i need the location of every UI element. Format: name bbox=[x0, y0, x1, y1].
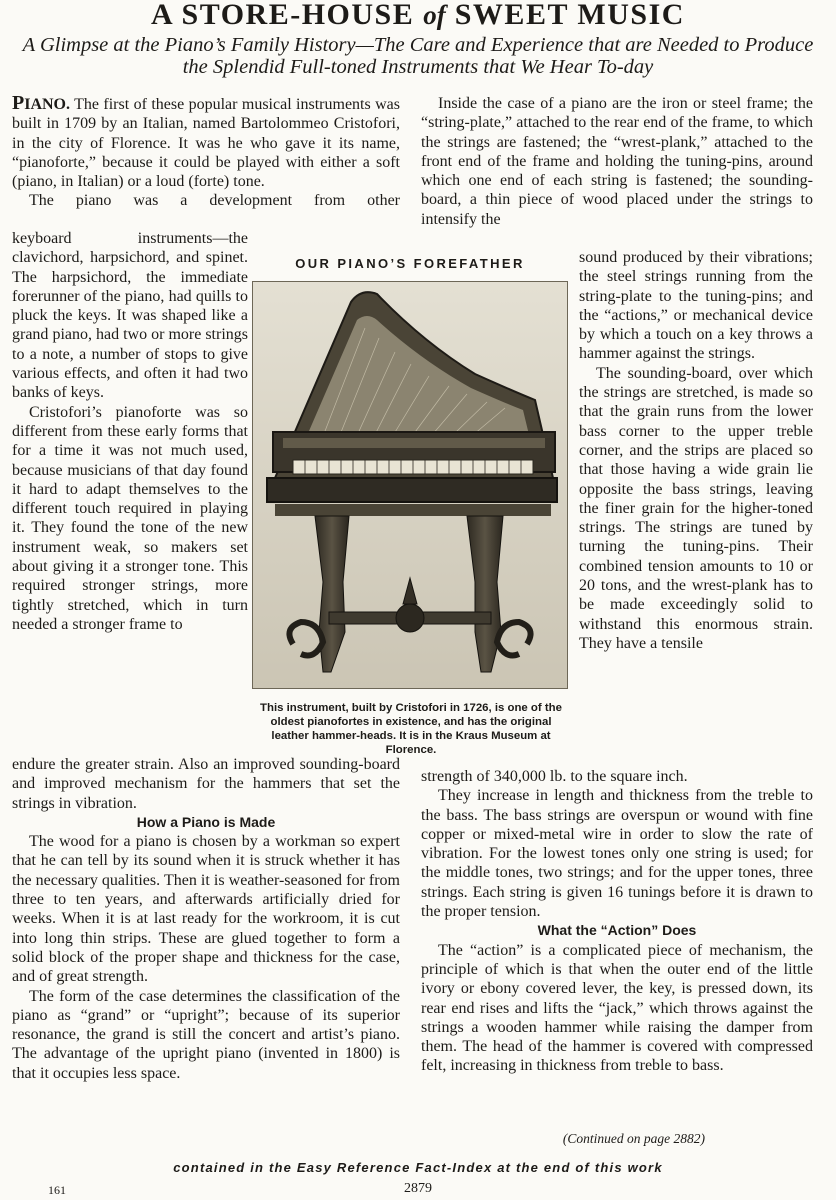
piano-photo bbox=[252, 281, 568, 689]
paragraph-development-start: The piano was a development from other bbox=[29, 192, 400, 210]
title-part-2: SWEET MUSIC bbox=[454, 0, 685, 31]
heading-action: What the “Action” Does bbox=[537, 922, 697, 939]
figure-heading: OUR PIANO’S FOREFATHER bbox=[295, 256, 525, 271]
paragraph-tensile: strength of 340,000 lb. to the square inch. bbox=[421, 768, 688, 785]
paragraph-intro bbox=[12, 94, 400, 191]
paragraph-intro-text: The first of these popular musical instruments was built in 1709 by an Italian, named Bartolommeo Cristofori, in the city of Florence. It was he who gave it its name, “pianoforte,” because it could be played with either a soft (piano, in Italian) or a loud (forte) tone. bbox=[12, 96, 400, 191]
harpsichord-piano-illustration bbox=[253, 282, 567, 688]
right-column-top bbox=[421, 94, 813, 229]
paragraph-development: keyboard instruments—the clavichord, harpsichord, and spinet. The harpsichord, the immediate forerunner of the piano, had quills to pluck the keys. It was shaped like a grand piano, had two or more strings to a note, a number of stops to give various effects, and often it had two banks of keys. bbox=[12, 230, 248, 402]
lead-word: IANO. bbox=[24, 96, 70, 113]
right-column-beside-figure bbox=[579, 248, 813, 653]
page-id: 161 bbox=[48, 1183, 66, 1197]
paragraph-case-form: The form of the case determines the classification of the piano as “grand” or “upright”; because of its superior resonance, the grand is still the concert and artist’s piano. The advantage of the upright piano (invented in 1800) is that it occupies less space. bbox=[12, 987, 400, 1082]
title-part-1: A STORE-HOUSE bbox=[151, 0, 415, 31]
drop-cap: P bbox=[12, 92, 25, 114]
paragraph-inside-case: Inside the case of a piano are the iron or steel frame; the “string-plate,” attached to the rear end of the frame, to which the strings are fastened; the “wrest-plank,” attached to the front end of the frame and holding the tuning-pins, around which one end of each string is fastened; the sounding-board, a thin piece of wood placed under the strings to intensify the bbox=[421, 95, 813, 228]
paragraph-action: The “action” is a complicated piece of mechanism, the principle of which is that when the outer end of the little ivory or ebony covered lever, the key, is pressed down, its rear end rises and lifts the “jack,” which throws against the strings a wooden hammer while raising the damper from them. The head of the hammer is covered with compressed felt, increasing in thickness from treble to bass. bbox=[421, 941, 813, 1075]
left-column-top bbox=[12, 94, 400, 211]
paragraph-cristofori: Cristofori’s pianoforte was so different from these early forms that for a time it was not much used, because musicians of that day found it hard to adapt themselves to the different touch required in playing it. They found the tone of the new instrument weak, so makers set about giving it a stronger tone. This required stronger strings, more tightly stretched, which in turn needed a stronger frame to bbox=[12, 403, 248, 633]
paragraph-sounding-board: The sounding-board, over which the strings are stretched, is made so that the grain runs from the lower bass corner to the upper treble corner, and the strips are placed so that those having a wide grain lie opposite the bass strings, leaving the finer grain for the higher-toned strings. The strings are tuned by turning the tuning-pins. Their combined tension amounts to 10 or 20 tons, and the wrest-plank has to be made exceedingly solid to withstand this enormous strain. They have a tensile bbox=[579, 364, 813, 652]
title-connector: of bbox=[423, 0, 446, 30]
paragraph-inside-case-cont: sound produced by their vibrations; the steel strings running from the string-plate to the tuning-pins; and the “actions,” or mechanical device by which a touch on a key throws a hammer against the strings. bbox=[579, 249, 813, 363]
footer-fact-index-note: contained in the Easy Reference Fact-Index at the end of this work bbox=[173, 1160, 663, 1175]
paragraph-strain: endure the greater strain. Also an improved sounding-board and improved mechanism for the hammers that set the strings in vibration. bbox=[12, 756, 400, 812]
left-column-beside-figure bbox=[12, 229, 248, 634]
continued-note: (Continued on page 2882) bbox=[562, 1131, 705, 1146]
right-column-bottom bbox=[421, 767, 813, 1076]
paragraph-wood: The wood for a piano is chosen by a workman so expert that he can tell by its sound when it is struck whether it has the necessary qualities. Then it is weather-seasoned for from three to ten years, and afterwards artificially dried for weeks. When it is at last ready for the workroom, it is cut into long thin strips. These are glued together to form a solid block of the proper shape and thickness for the case, and of great strength. bbox=[12, 833, 400, 986]
article-subtitle: A Glimpse at the Piano’s Family History—The Care and Experience that are Needed to Produce the Splendid Full-toned Instruments that We Hear To-day bbox=[22, 34, 814, 78]
figure-caption: This instrument, built by Cristofori in 1726, is one of the oldest pianofortes in existence, and has the original leather hammer-heads. It is in the Kraus Museum at Florence. bbox=[260, 702, 562, 756]
left-column-bottom bbox=[12, 755, 400, 1083]
paragraph-strings: They increase in length and thickness from the treble to the bass. The bass strings are overspun or wound with fine copper or mixed-metal wire in order to slow the rate of vibration. For the lowest tones only one string is used; for the middle tones, two strings; and for the upper tones, three strings. Each string is given 16 tunings before it is drawn to the proper tension. bbox=[421, 787, 813, 921]
heading-how-made: How a Piano is Made bbox=[136, 813, 276, 830]
page-number: 2879 bbox=[404, 1181, 432, 1196]
article-title bbox=[0, 0, 836, 32]
